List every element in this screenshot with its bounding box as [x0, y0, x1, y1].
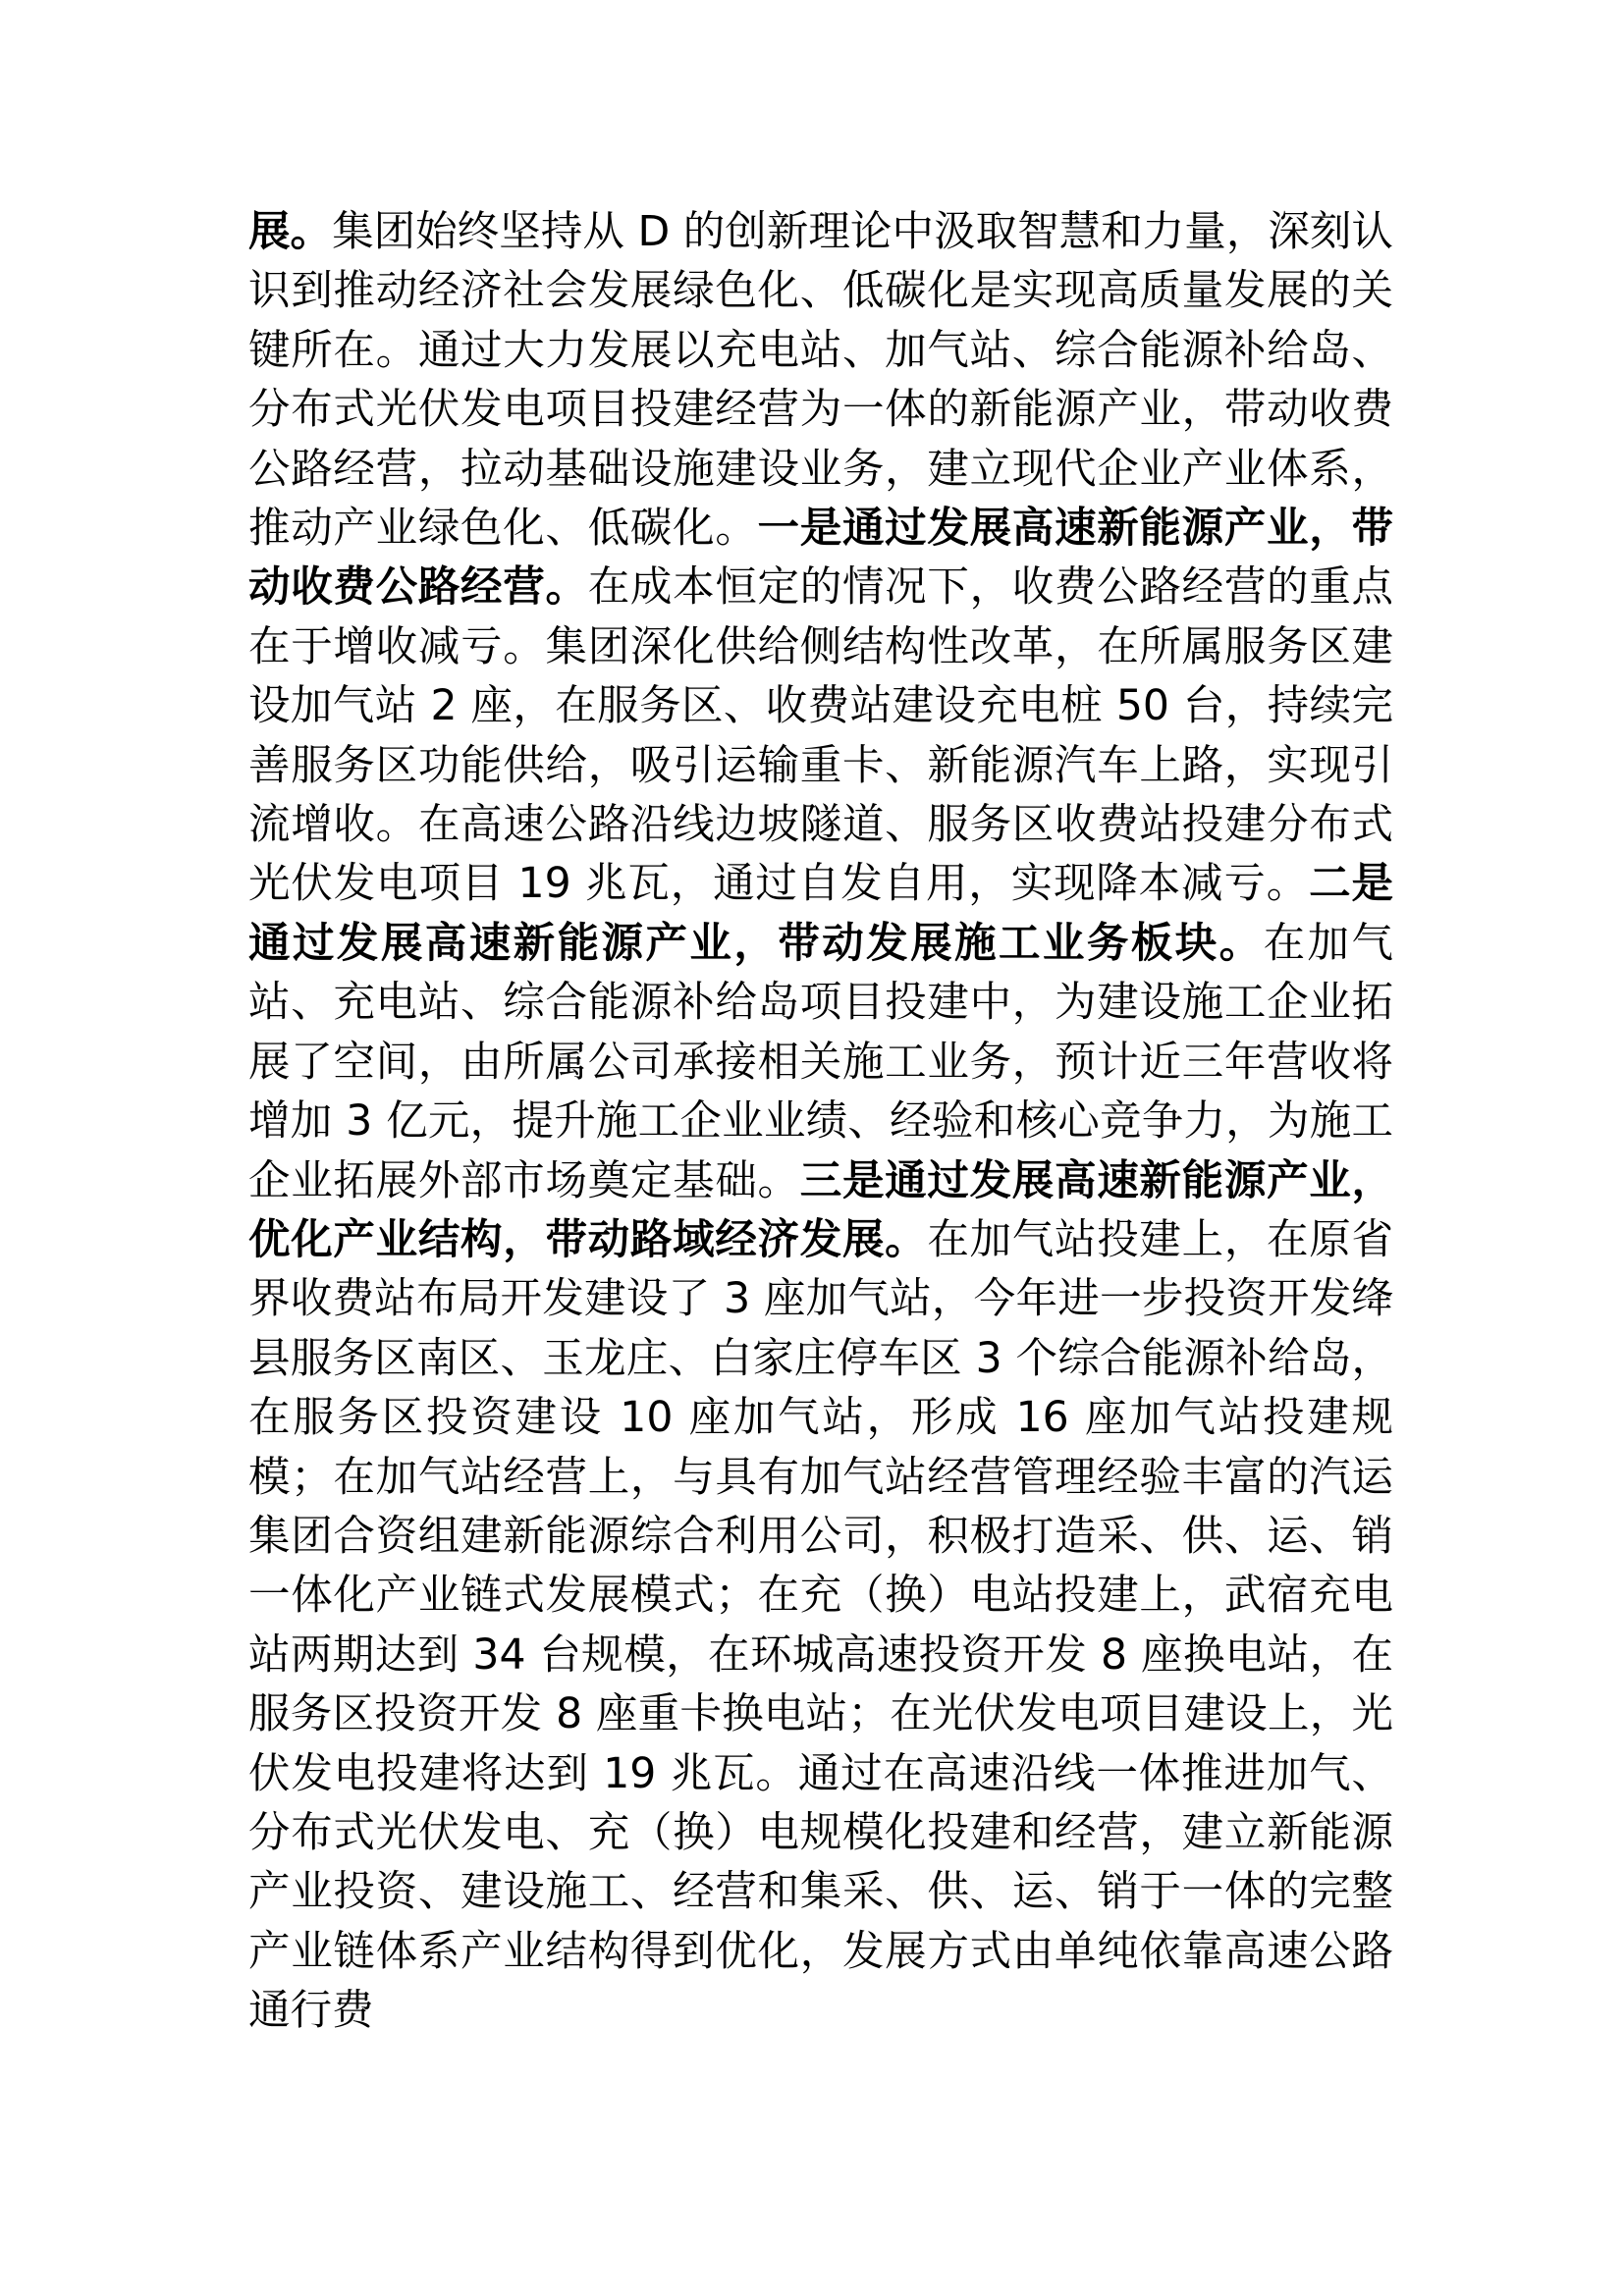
- paragraph-fragment: 一是通过发展高速新能源产业，带动收费公路经营。: [248, 505, 1393, 613]
- paragraph-fragment: 在加气站、充电站、综合能源补给岛项目投建中，为建设施工企业拓展了空间，由所属公司承接相关施工业务，预计近三年营收将增加 3 亿元，提升施工企业业绩、经验和核心竞争力，为施工企业拓展外部市场奠定基础。: [248, 919, 1393, 1205]
- paragraph-fragment: 三是通过发展高速新能源产业，优化产业结构，带动路域经济发展。: [248, 1156, 1393, 1264]
- paragraph-fragment: 在成本恒定的情况下，收费公路经营的重点在于增收减亏。集团深化供给侧结构性改革，在所属服务区建设加气站 2 座，在服务区、收费站建设充电桩 50 台，持续完善服务区功能供给，吸引运输重卡、新能源汽车上路，实现引流增收。在高速公路沿线边坡隧道、服务区收费站投建分布式光伏发电项目 19 兆瓦，通过自发自用，实现降本减亏。: [248, 563, 1393, 909]
- paragraph-fragment: 二是通过发展高速新能源产业，带动发展施工业务板块。: [248, 860, 1393, 968]
- paragraph-fragment: 集团始终坚持从 D 的创新理论中汲取智慧和力量，深刻认识到推动经济社会发展绿色化、低碳化是实现高质量发展的关键所在。通过大力发展以充电站、加气站、综合能源补给岛、分布式光伏发电项目投建经营为一体的新能源产业，带动收费公路经营，拉动基础设施建设业务，建立现代企业产业体系，推动产业绿色化、低碳化。: [248, 208, 1393, 554]
- paragraph-fragment: 在加气站投建上，在原省界收费站布局开发建设了 3 座加气站，今年进一步投资开发绛县服务区南区、玉龙庄、白家庄停车区 3 个综合能源补给岛，在服务区投资建设 10 座加气站，形成 16 座加气站投建规模；在加气站经营上，与具有加气站经营管理经验丰富的汽运集团合资组建新能源综合利用公司，积极打造采、供、运、销一体化产业链式发展模式；在充（换）电站投建上，武宿充电站两期达到 34 台规模，在环城高速投资开发 8 座换电站，在服务区投资开发 8 座重卡换电站；在光伏发电项目建设上，光伏发电投建将达到 19 兆瓦。通过在高速沿线一体推进加气、分布式光伏发电、充（换）电规模化投建和经营，建立新能源产业投资、建设施工、经营和集采、供、运、销于一体的完整产业链体系产业结构得到优化，发展方式由单纯依靠高速公路通行费: [248, 1215, 1393, 2036]
- body-paragraph: [248, 203, 1393, 2042]
- document-page: [248, 203, 1393, 2042]
- paragraph-fragment: 展。: [248, 208, 333, 256]
